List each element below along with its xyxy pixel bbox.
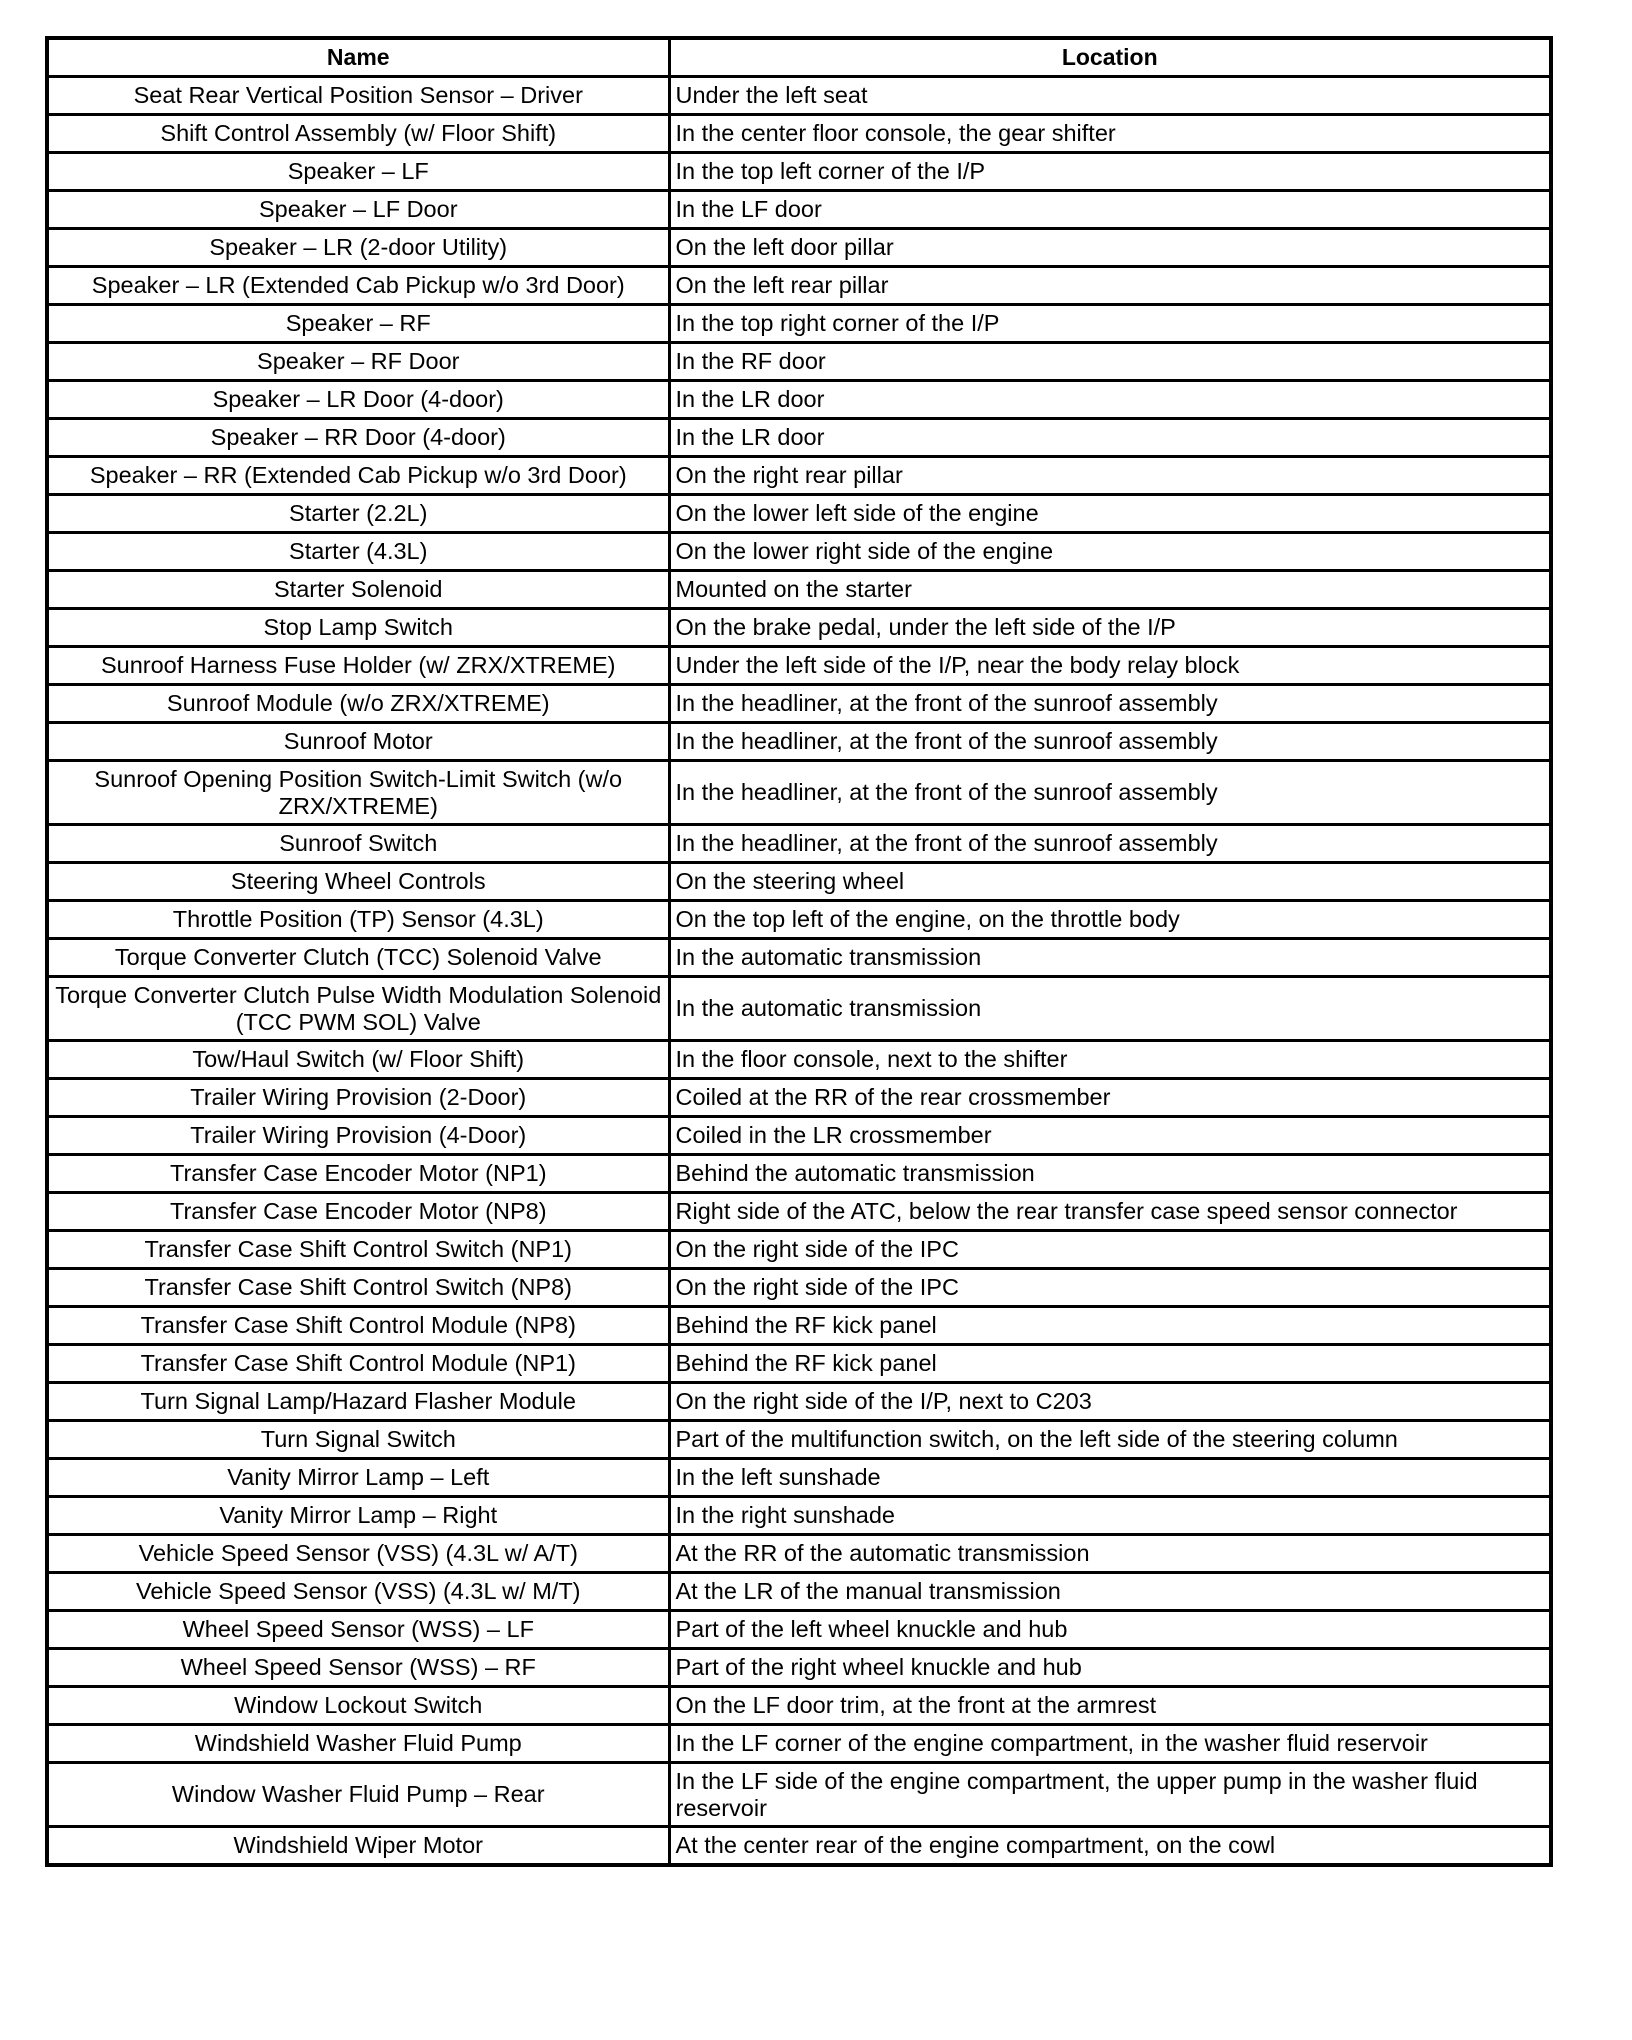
table-row <box>47 495 1551 533</box>
component-location-table <box>45 36 1553 1867</box>
component-name-cell: Window Washer Fluid Pump – Rear <box>47 1763 669 1827</box>
component-name-cell: Turn Signal Lamp/Hazard Flasher Module <box>47 1383 669 1421</box>
component-location-cell: In the center floor console, the gear shifter <box>669 115 1551 153</box>
table-row <box>47 685 1551 723</box>
component-location-cell: In the LR door <box>669 419 1551 457</box>
component-location-cell: On the top left of the engine, on the throttle body <box>669 901 1551 939</box>
component-name-cell: Trailer Wiring Provision (2-Door) <box>47 1079 669 1117</box>
component-name-cell: Speaker – RF <box>47 305 669 343</box>
component-name-cell: Windshield Washer Fluid Pump <box>47 1725 669 1763</box>
table-row <box>47 1725 1551 1763</box>
table-row <box>47 761 1551 825</box>
component-location-cell: Coiled at the RR of the rear crossmember <box>669 1079 1551 1117</box>
table-row <box>47 457 1551 495</box>
component-name-cell: Torque Converter Clutch (TCC) Solenoid Valve <box>47 939 669 977</box>
component-name-cell: Sunroof Harness Fuse Holder (w/ ZRX/XTREME) <box>47 647 669 685</box>
component-name-cell: Throttle Position (TP) Sensor (4.3L) <box>47 901 669 939</box>
component-name-cell: Windshield Wiper Motor <box>47 1827 669 1866</box>
component-name-cell: Transfer Case Encoder Motor (NP1) <box>47 1155 669 1193</box>
table-row <box>47 153 1551 191</box>
component-location-cell: Part of the right wheel knuckle and hub <box>669 1649 1551 1687</box>
component-location-cell: Under the left side of the I/P, near the body relay block <box>669 647 1551 685</box>
component-name-cell: Sunroof Opening Position Switch-Limit Switch (w/o ZRX/XTREME) <box>47 761 669 825</box>
table-row <box>47 191 1551 229</box>
component-location-cell: In the right sunshade <box>669 1497 1551 1535</box>
component-name-cell: Vehicle Speed Sensor (VSS) (4.3L w/ M/T) <box>47 1573 669 1611</box>
table-row <box>47 1649 1551 1687</box>
component-name-cell: Transfer Case Shift Control Switch (NP8) <box>47 1269 669 1307</box>
table-row <box>47 1155 1551 1193</box>
table-row <box>47 1827 1551 1866</box>
component-name-cell: Sunroof Module (w/o ZRX/XTREME) <box>47 685 669 723</box>
component-location-cell: Coiled in the LR crossmember <box>669 1117 1551 1155</box>
component-location-cell: Behind the automatic transmission <box>669 1155 1551 1193</box>
table-row <box>47 1383 1551 1421</box>
table-row <box>47 1573 1551 1611</box>
table-row <box>47 863 1551 901</box>
component-location-cell: At the RR of the automatic transmission <box>669 1535 1551 1573</box>
table-row <box>47 1117 1551 1155</box>
component-location-cell: In the LF door <box>669 191 1551 229</box>
component-location-cell: Behind the RF kick panel <box>669 1307 1551 1345</box>
component-name-cell: Seat Rear Vertical Position Sensor – Driver <box>47 77 669 115</box>
table-row <box>47 381 1551 419</box>
component-location-cell: In the LF side of the engine compartment, the upper pump in the washer fluid reservoir <box>669 1763 1551 1827</box>
component-name-cell: Transfer Case Encoder Motor (NP8) <box>47 1193 669 1231</box>
table-row <box>47 901 1551 939</box>
component-name-cell: Vanity Mirror Lamp – Left <box>47 1459 669 1497</box>
component-location-cell: On the right side of the I/P, next to C203 <box>669 1383 1551 1421</box>
component-name-cell: Trailer Wiring Provision (4-Door) <box>47 1117 669 1155</box>
component-name-cell: Wheel Speed Sensor (WSS) – LF <box>47 1611 669 1649</box>
table-row <box>47 723 1551 761</box>
component-name-cell: Transfer Case Shift Control Switch (NP1) <box>47 1231 669 1269</box>
component-name-cell: Transfer Case Shift Control Module (NP1) <box>47 1345 669 1383</box>
component-name-cell: Stop Lamp Switch <box>47 609 669 647</box>
component-name-cell: Tow/Haul Switch (w/ Floor Shift) <box>47 1041 669 1079</box>
component-name-cell: Speaker – RR (Extended Cab Pickup w/o 3rd Door) <box>47 457 669 495</box>
component-location-cell: In the floor console, next to the shifter <box>669 1041 1551 1079</box>
component-name-cell: Torque Converter Clutch Pulse Width Modulation Solenoid (TCC PWM SOL) Valve <box>47 977 669 1041</box>
component-name-cell: Speaker – LR (Extended Cab Pickup w/o 3rd Door) <box>47 267 669 305</box>
component-name-cell: Transfer Case Shift Control Module (NP8) <box>47 1307 669 1345</box>
component-name-cell: Speaker – RF Door <box>47 343 669 381</box>
component-name-cell: Speaker – LF <box>47 153 669 191</box>
table-row <box>47 229 1551 267</box>
table-row <box>47 1041 1551 1079</box>
header-row <box>47 38 1551 77</box>
table-row <box>47 1763 1551 1827</box>
table-row <box>47 1231 1551 1269</box>
component-location-cell: In the headliner, at the front of the sunroof assembly <box>669 825 1551 863</box>
component-name-cell: Vehicle Speed Sensor (VSS) (4.3L w/ A/T) <box>47 1535 669 1573</box>
component-location-cell: At the center rear of the engine compartment, on the cowl <box>669 1827 1551 1866</box>
component-location-cell: On the right rear pillar <box>669 457 1551 495</box>
component-name-cell: Shift Control Assembly (w/ Floor Shift) <box>47 115 669 153</box>
component-name-cell: Window Lockout Switch <box>47 1687 669 1725</box>
table-body <box>47 77 1551 1866</box>
component-name-cell: Starter Solenoid <box>47 571 669 609</box>
component-location-cell: On the right side of the IPC <box>669 1269 1551 1307</box>
table-row <box>47 939 1551 977</box>
table-row <box>47 267 1551 305</box>
component-location-cell: Mounted on the starter <box>669 571 1551 609</box>
component-location-cell: Under the left seat <box>669 77 1551 115</box>
table-row <box>47 1687 1551 1725</box>
component-location-cell: On the brake pedal, under the left side of the I/P <box>669 609 1551 647</box>
component-name-cell: Sunroof Switch <box>47 825 669 863</box>
table-row <box>47 977 1551 1041</box>
component-location-cell: Part of the multifunction switch, on the left side of the steering column <box>669 1421 1551 1459</box>
table-row <box>47 305 1551 343</box>
table-row <box>47 1611 1551 1649</box>
component-location-cell: In the RF door <box>669 343 1551 381</box>
table-row <box>47 571 1551 609</box>
component-name-cell: Vanity Mirror Lamp – Right <box>47 1497 669 1535</box>
component-location-cell: In the headliner, at the front of the sunroof assembly <box>669 723 1551 761</box>
component-location-cell: On the left door pillar <box>669 229 1551 267</box>
component-name-cell: Speaker – RR Door (4-door) <box>47 419 669 457</box>
component-location-cell: In the headliner, at the front of the sunroof assembly <box>669 685 1551 723</box>
component-name-cell: Speaker – LR Door (4-door) <box>47 381 669 419</box>
table-row <box>47 1497 1551 1535</box>
component-location-cell: On the steering wheel <box>669 863 1551 901</box>
column-header-name: Name <box>47 38 669 77</box>
table-row <box>47 1535 1551 1573</box>
component-location-cell: In the LF corner of the engine compartment, in the washer fluid reservoir <box>669 1725 1551 1763</box>
component-location-cell: In the top right corner of the I/P <box>669 305 1551 343</box>
table-row <box>47 77 1551 115</box>
table-row <box>47 1345 1551 1383</box>
component-name-cell: Turn Signal Switch <box>47 1421 669 1459</box>
table-row <box>47 419 1551 457</box>
component-location-cell: On the left rear pillar <box>669 267 1551 305</box>
table-row <box>47 1421 1551 1459</box>
component-location-cell: In the left sunshade <box>669 1459 1551 1497</box>
component-location-cell: Behind the RF kick panel <box>669 1345 1551 1383</box>
component-location-cell: On the lower left side of the engine <box>669 495 1551 533</box>
table-row <box>47 609 1551 647</box>
table-row <box>47 1269 1551 1307</box>
component-location-cell: At the LR of the manual transmission <box>669 1573 1551 1611</box>
table-row <box>47 647 1551 685</box>
component-name-cell: Starter (4.3L) <box>47 533 669 571</box>
table-row <box>47 343 1551 381</box>
component-name-cell: Wheel Speed Sensor (WSS) – RF <box>47 1649 669 1687</box>
component-name-cell: Starter (2.2L) <box>47 495 669 533</box>
table-row <box>47 1079 1551 1117</box>
table-row <box>47 115 1551 153</box>
component-name-cell: Sunroof Motor <box>47 723 669 761</box>
table-row <box>47 1307 1551 1345</box>
column-header-location: Location <box>669 38 1551 77</box>
component-location-cell: Part of the left wheel knuckle and hub <box>669 1611 1551 1649</box>
table-row <box>47 1459 1551 1497</box>
component-name-cell: Speaker – LF Door <box>47 191 669 229</box>
table-row <box>47 1193 1551 1231</box>
component-location-cell: In the LR door <box>669 381 1551 419</box>
component-location-cell: In the top left corner of the I/P <box>669 153 1551 191</box>
component-name-cell: Speaker – LR (2-door Utility) <box>47 229 669 267</box>
component-location-cell: In the automatic transmission <box>669 977 1551 1041</box>
component-name-cell: Steering Wheel Controls <box>47 863 669 901</box>
component-location-cell: On the lower right side of the engine <box>669 533 1551 571</box>
component-location-cell: On the right side of the IPC <box>669 1231 1551 1269</box>
table-row <box>47 825 1551 863</box>
component-location-cell: Right side of the ATC, below the rear transfer case speed sensor connector <box>669 1193 1551 1231</box>
component-location-cell: In the headliner, at the front of the sunroof assembly <box>669 761 1551 825</box>
component-location-cell: In the automatic transmission <box>669 939 1551 977</box>
table-row <box>47 533 1551 571</box>
component-location-cell: On the LF door trim, at the front at the armrest <box>669 1687 1551 1725</box>
